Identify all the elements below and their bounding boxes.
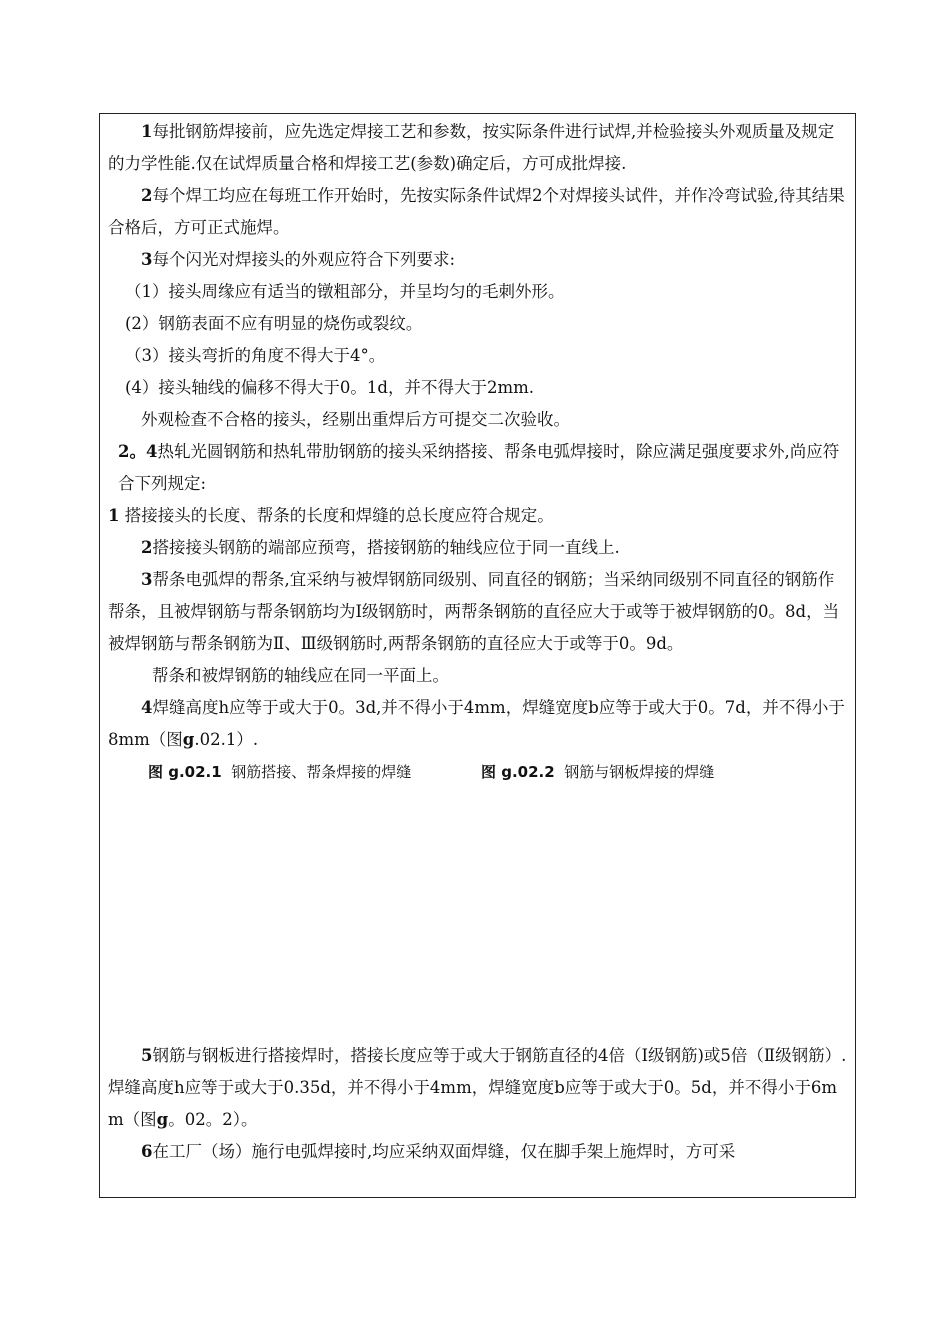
rule-6 [108,1136,849,1168]
item-number: 3 [141,250,153,269]
paragraph-note: 外观检查不合格的接头，经剔出重焊后方可提交二次验收。 [141,410,570,429]
paragraph-text: 。02。2）。 [168,1110,258,1129]
figure-title: 钢筋搭接、帮条焊接的焊缝 [231,763,412,781]
item-number: 2 [141,186,153,205]
paragraph-text: 每个焊工均应在每班工作开始时，先按实际条件试焊2个对焊接头试件，并作冷弯试验,待其结果合格后，方可正式施焊。 [108,186,845,237]
section-number: 2。4 [118,442,158,461]
paragraph-3 [108,244,849,276]
paragraph-text: 帮条电弧焊的帮条,宜采纳与被焊钢筋同级别、同直径的钢筋；当采纳同级别不同直径的钢筋作帮条，且被焊钢筋与帮条钢筋均为Ⅰ级钢筋时，两帮条钢筋的直径应大于或等于被焊钢筋的0。8d，当被焊钢筋与帮条钢筋为Ⅱ、Ⅲ级钢筋时,两帮条钢筋的直径应大于或等于0。9d。 [108,570,840,653]
list-item: （1）接头周缘应有适当的镦粗部分，并呈均匀的毛刺外形。 [125,282,565,301]
paragraph-1 [108,116,849,180]
paragraph-text: .02.1）. [194,730,259,749]
rule-4 [108,692,849,756]
figure-caption-1 [148,760,448,784]
rule-3-note: 帮条和被焊钢筋的轴线应在同一平面上。 [152,666,449,685]
paragraph-2 [108,180,849,244]
rule-3 [108,564,849,660]
paragraph-text: 每个闪光对焊接头的外观应符合下列要求: [152,250,456,269]
list-item: (2）钢筋表面不应有明显的烧伤或裂纹。 [125,314,423,333]
rule-2 [108,532,849,564]
paragraph-text: 搭接接头的长度、帮条的长度和焊缝的总长度应符合规定。 [124,506,554,525]
item-number: 4 [141,698,153,717]
paragraph-text: 在工厂（场）施行电弧焊接时,均应采纳双面焊缝，仅在脚手架上施焊时，方可采 [152,1142,736,1161]
paragraph-text: 搭接接头钢筋的端部应预弯，搭接钢筋的轴线应位于同一直线上. [152,538,620,557]
figure-title: 钢筋与钢板焊接的焊缝 [564,763,715,781]
item-number: 1 [108,506,120,525]
item-number: 3 [141,570,153,589]
rule-5 [108,1040,849,1136]
figure-caption-2 [481,760,801,784]
item-number: 2 [141,538,153,557]
figure-label: 图 g.02.2 [481,763,555,781]
paragraph-text: 每批钢筋焊接前，应先选定焊接工艺和参数，按实际条件进行试焊,并检验接头外观质量及规定的力学性能.仅在试焊质量合格和焊接工艺(参数)确定后，方可成批焊接. [108,122,835,173]
item-number: 5 [141,1046,153,1065]
item-number: 1 [141,122,153,141]
figure-ref: g [156,1110,169,1129]
list-item: （3）接头弯折的角度不得大于4°。 [125,346,386,365]
figure-ref: g [182,730,195,749]
list-item: (4）接头轴线的偏移不得大于0。1d，并不得大于2mm. [125,378,535,397]
rule-1 [108,500,849,532]
paragraph-text: 钢筋与钢板进行搭接焊时，搭接长度应等于或大于钢筋直径的4倍（Ⅰ级钢筋)或5倍（Ⅱ级钢筋）.焊缝高度h应等于或大于0.35d，并不得小于4mm，焊缝宽度b应等于或大于0。5d，并不得小于6mm（图 [108,1046,847,1129]
figure-label: 图 g.02.1 [148,763,222,781]
document-content [108,116,849,1168]
item-number: 6 [141,1142,153,1161]
paragraph-text: 热轧光圆钢筋和热轧带肋钢筋的接头采纳搭接、帮条电弧焊接时，除应满足强度要求外,尚应符合下列规定: [118,442,840,493]
figure-row [108,760,849,1040]
section-2-4 [108,436,849,500]
document-frame [99,113,856,1198]
paragraph-text: 焊缝高度h应等于或大于0。3d,并不得小于4mm，焊缝宽度b应等于或大于0。7d，并不得小于8mm（图 [108,698,845,749]
